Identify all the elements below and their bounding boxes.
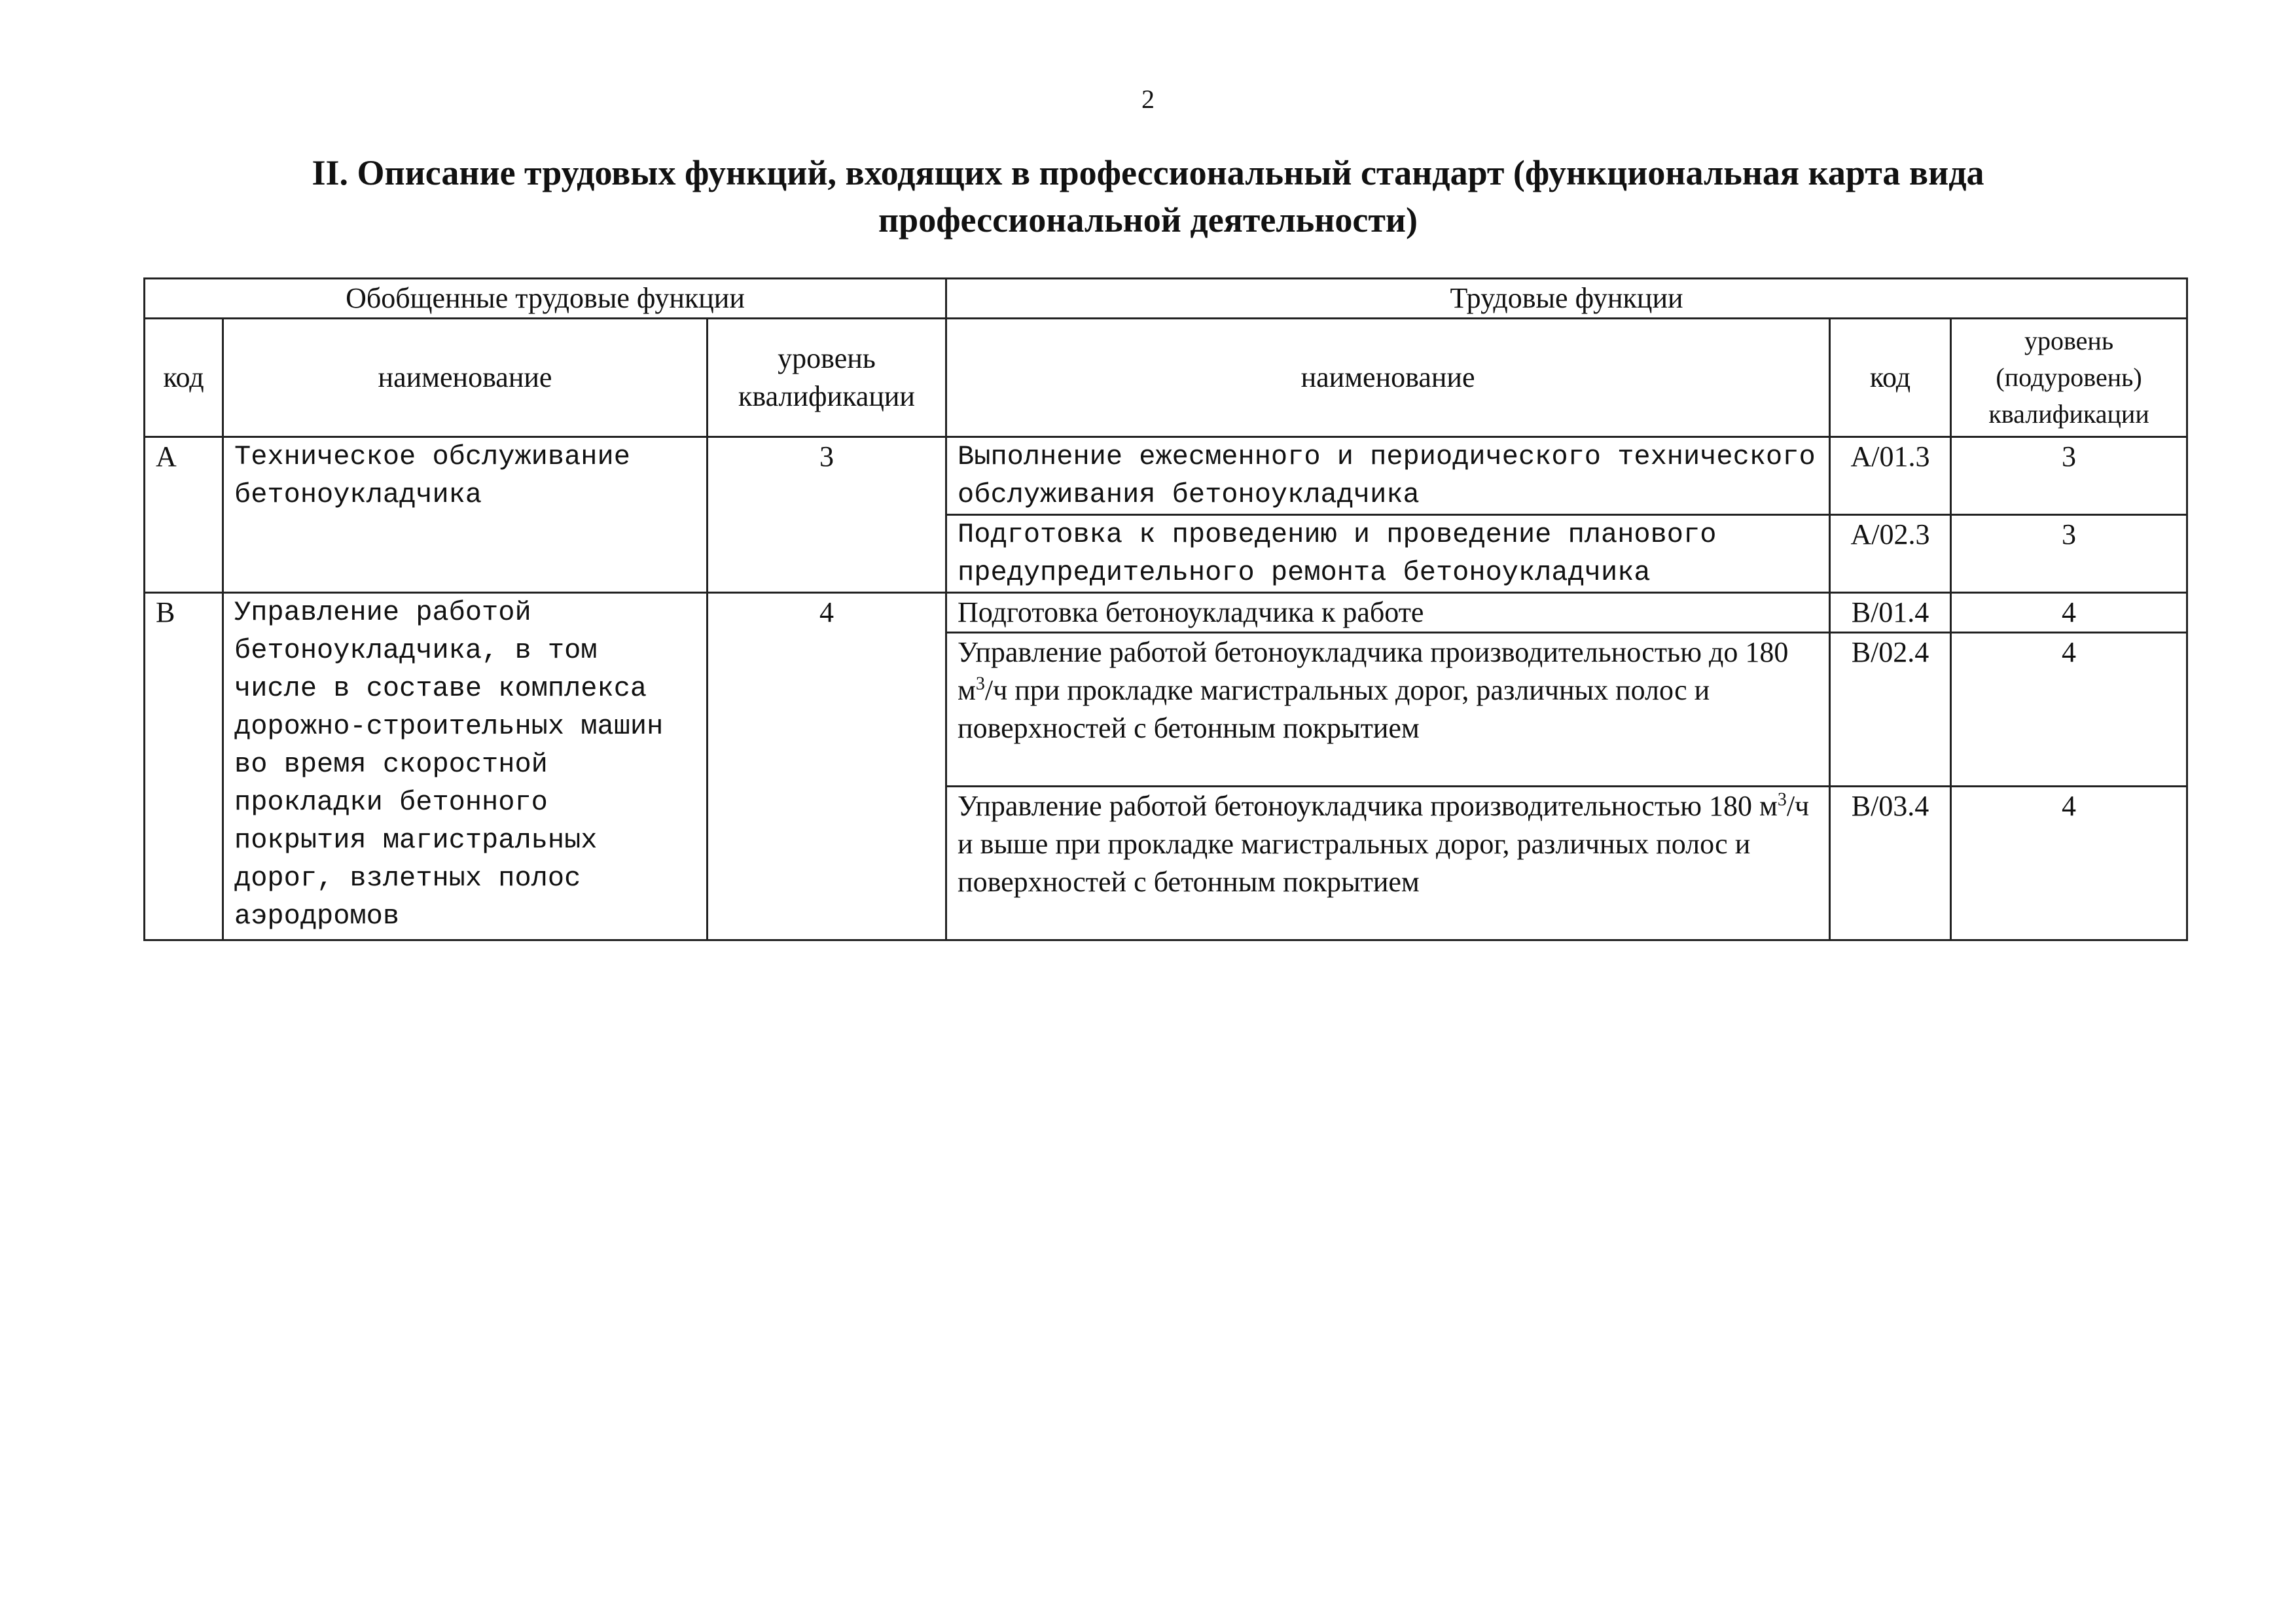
header-gen-name: наименование	[223, 319, 708, 437]
func-level-cell: 3	[1951, 515, 2187, 593]
page-number: 2	[1141, 84, 1155, 114]
superscript-exponent: 3	[1777, 789, 1787, 810]
table-row	[145, 593, 2187, 633]
func-code-cell: B/02.4	[1830, 633, 1951, 787]
func-name-cell: Выполнение ежесменного и периодического технического обслуживания бетоноукладчика	[946, 437, 1830, 515]
func-name-cell: Подготовка бетоноукладчика к работе	[946, 593, 1830, 633]
gen-name-text: Управление работой бетоноукладчика, в том числе в составе комплекса дорожно-строительных машин во время скоростной прокладки бетонного покрытия магистральных дорог, взлетных полос аэродромов	[234, 597, 664, 932]
func-code-cell: A/02.3	[1830, 515, 1951, 593]
header-generalized-functions: Обобщенные трудовые функции	[145, 279, 946, 319]
func-name-cell	[946, 787, 1830, 940]
func-name-part: Управление работой бетоноукладчика производительностью 180 м	[958, 790, 1778, 822]
gen-code-cell: B	[145, 593, 223, 940]
group-header-row	[145, 279, 2187, 319]
func-name-part: /ч и выше при прокладке магистральных дорог, различных полос и поверхностей с бетонным покрытием	[958, 790, 1810, 898]
header-gen-level: уровень квалификации	[708, 319, 946, 437]
header-func-code: код	[1830, 319, 1951, 437]
gen-name-cell	[223, 593, 708, 940]
header-func-name: наименование	[946, 319, 1830, 437]
table-row	[145, 437, 2187, 515]
superscript-exponent: 3	[975, 673, 985, 694]
column-header-row	[145, 319, 2187, 437]
func-name-cell	[946, 633, 1830, 787]
func-code-cell: B/03.4	[1830, 787, 1951, 940]
gen-code-cell: A	[145, 437, 223, 593]
gen-level-cell: 3	[708, 437, 946, 593]
func-code-cell: A/01.3	[1830, 437, 1951, 515]
section-title: II. Описание трудовых функций, входящих в профессиональный стандарт (функциональная карта вида профессиональной деятельности)	[312, 153, 1984, 240]
func-name-part: /ч при прокладке магистральных дорог, различных полос и поверхностей с бетонным покрытием	[958, 674, 1710, 744]
header-labor-functions: Трудовые функции	[946, 279, 2187, 319]
func-level-cell: 4	[1951, 593, 2187, 633]
func-level-cell: 4	[1951, 787, 2187, 940]
gen-name-cell: Техническое обслуживание бетоноукладчика	[223, 437, 708, 593]
functional-map-table	[143, 277, 2188, 941]
header-func-level: уровень (подуровень) квалификации	[1951, 319, 2187, 437]
func-name-cell: Подготовка к проведению и проведение планового предупредительного ремонта бетоноукладчика	[946, 515, 1830, 593]
func-level-cell: 4	[1951, 633, 2187, 787]
header-gen-code: код	[145, 319, 223, 437]
func-code-cell: B/01.4	[1830, 593, 1951, 633]
func-level-cell: 3	[1951, 437, 2187, 515]
func-name-part: Управление работой бетоноукладчика производительностью до 180 м	[958, 636, 1789, 706]
gen-level-cell: 4	[708, 593, 946, 940]
